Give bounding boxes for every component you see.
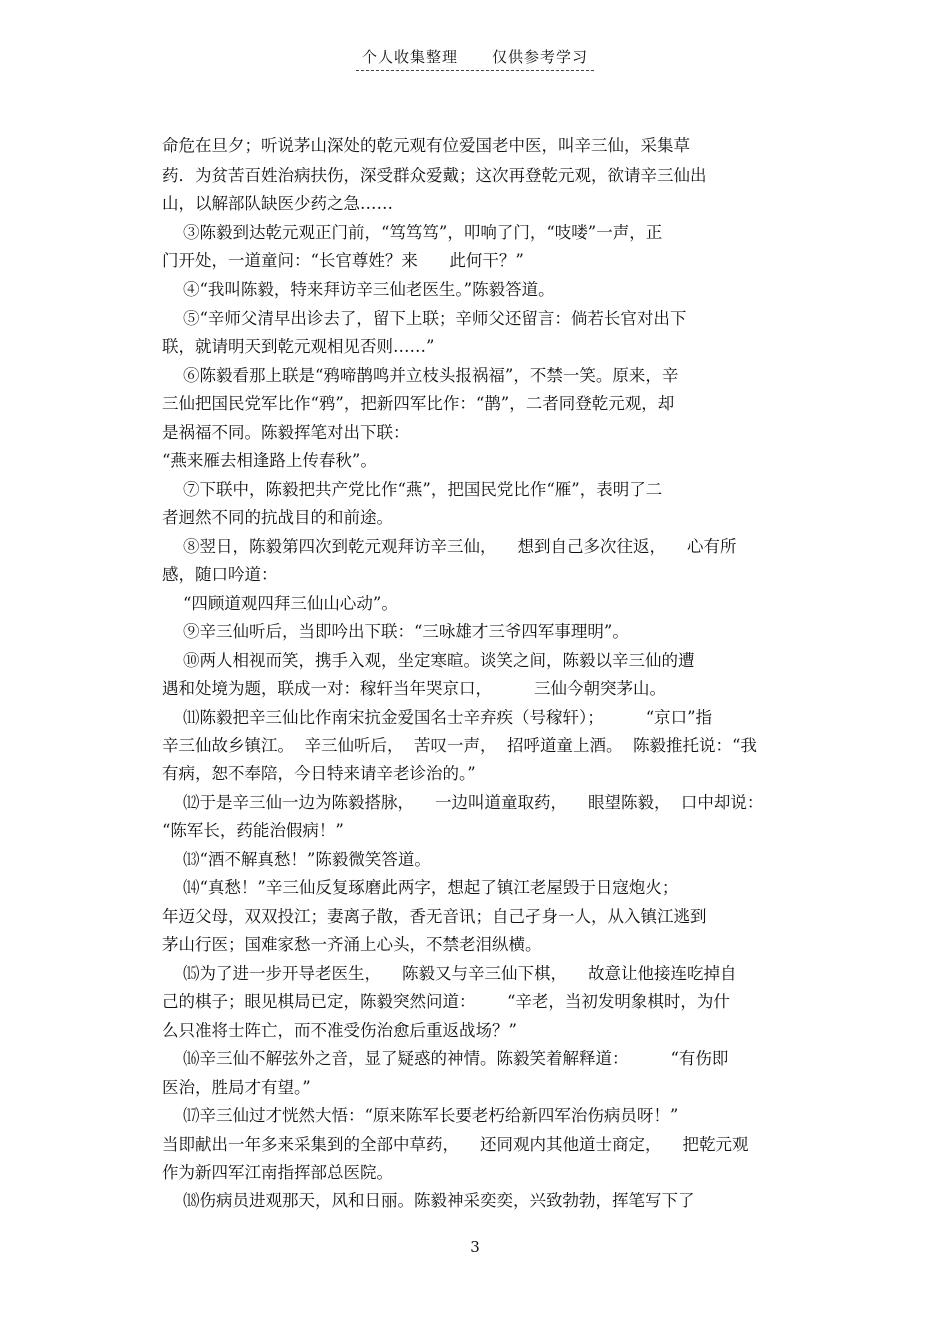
text-line: 辛三仙故乡镇江。 辛三仙听后， 苦叹一声， 招呼道童上酒。 陈毅推托说：“我 xyxy=(162,736,757,755)
text-line: 遇和处境为题，联成一对：稼轩当年哭京口， 三仙今朝突茅山。 xyxy=(162,679,666,698)
text-line: ⒁“真愁！”辛三仙反复琢磨此两字，想起了镇江老屋毁于日寇炮火； xyxy=(162,878,679,897)
text-line: ⑿于是辛三仙一边为陈毅搭脉， 一边叫道童取药， 眼望陈毅， 口中却说： xyxy=(162,793,764,812)
text-line: 作为新四军江南指挥部总医院。 xyxy=(162,1163,393,1182)
page-number: 3 xyxy=(470,1238,480,1256)
text-line: ⑩两人相视而笑，携手入观，坐定寒暄。谈笑之间，陈毅以辛三仙的遭 xyxy=(162,651,695,670)
text-line: “燕来雁去相逢路上传春秋”。 xyxy=(162,451,377,470)
text-line: ③陈毅到达乾元观正门前，“笃笃笃”，叩响了门，“吱喽”一声，正 xyxy=(162,223,663,242)
header-right-text: 仅供参考学习 xyxy=(492,48,589,66)
text-line: ⒄辛三仙过才恍然大悟：“原来陈军长要老朽给新四军治伤病员呀！” xyxy=(162,1106,679,1125)
text-line: 药．为贫苦百姓治病扶伤，深受群众爱戴；这次再登乾元观，欲请辛三仙出 xyxy=(162,166,707,185)
page-header xyxy=(0,46,950,71)
text-line: ⒀“酒不解真愁！”陈毅微笑答道。 xyxy=(162,850,431,869)
text-line: “四顾道观四拜三仙山心动”。 xyxy=(162,594,398,613)
text-line: 山，以解部队缺医少药之急…… xyxy=(162,194,393,213)
text-line: ④“我叫陈毅，特来拜访辛三仙老医生。”陈毅答道。 xyxy=(162,280,555,299)
text-line: 年迈父母，双双投江；妻离子散，香无音讯；自己孑身一人，从入镇江逃到 xyxy=(162,907,707,926)
text-line: 联，就请明天到乾元观相见否则……” xyxy=(162,337,435,356)
text-line: ⒅伤病员进观那天，风和日丽。陈毅神采奕奕，兴致勃勃，挥笔写下了 xyxy=(162,1191,695,1210)
text-line: 命危在旦夕；听说茅山深处的乾元观有位爱国老中医，叫辛三仙，采集草 xyxy=(162,136,690,155)
text-line: ⑧翌日，陈毅第四次到乾元观拜访辛三仙， 想到自己多次往返， 心有所 xyxy=(162,537,737,556)
text-line: 感，随口吟道： xyxy=(162,565,278,584)
text-line: 是祸福不同。陈毅挥笔对出下联： xyxy=(162,423,410,442)
text-line: 么只准将士阵亡，而不准受伤治愈后重返战场？” xyxy=(162,1021,517,1040)
text-line: 门开处，一道童问：“长官尊姓？来 此何干？” xyxy=(162,251,524,270)
text-line: “陈军长，药能治假病！” xyxy=(162,821,344,840)
text-line: 医治，胜局才有望。” xyxy=(162,1078,311,1097)
text-line: 当即献出一年多来采集到的全部中草药， 还同观内其他道士商定， 把乾元观 xyxy=(162,1135,749,1154)
page-header-text xyxy=(356,46,594,71)
text-line: 者迥然不同的抗战目的和前途。 xyxy=(162,508,393,527)
text-line: ⒃辛三仙不解弦外之音，显了疑惑的神情。陈毅笑着解释道： “有伤即 xyxy=(162,1049,729,1068)
text-line: 三仙把国民党军比作“鸦”，把新四军比作：“鹊”，二者同登乾元观，却 xyxy=(162,394,675,413)
text-line: 茅山行医；国难家愁一齐涌上心头，不禁老泪纵横。 xyxy=(162,935,542,954)
header-left-text: 个人收集整理 xyxy=(361,48,458,66)
text-line: 有病，恕不奉陪，今日特来请辛老诊治的。” xyxy=(162,764,476,783)
text-line: ⑨辛三仙听后，当即吟出下联：“三咏雄才三爷四军事理明”。 xyxy=(162,622,629,641)
text-line: ⒂为了进一步开导老医生， 陈毅又与辛三仙下棋， 故意让他接连吃掉自 xyxy=(162,964,737,983)
text-line: ⑥陈毅看那上联是“鸦啼鹊鸣并立枝头报祸福”，不禁一笑。原来，辛 xyxy=(162,366,679,385)
text-line: ⑦下联中，陈毅把共产党比作“燕”，把国民党比作“雁”，表明了二 xyxy=(162,480,663,499)
text-line: ⑤“辛师父清早出诊去了，留下上联；辛师父还留言：倘若长官对出下 xyxy=(162,309,687,328)
text-line: 己的棋子；眼见棋局已定，陈毅突然问道： “辛老，当初发明象棋时，为什 xyxy=(162,992,730,1011)
text-line: ⑾陈毅把辛三仙比作南宋抗金爱国名士辛弃疾（号稼轩）； “京口”指 xyxy=(162,708,713,727)
